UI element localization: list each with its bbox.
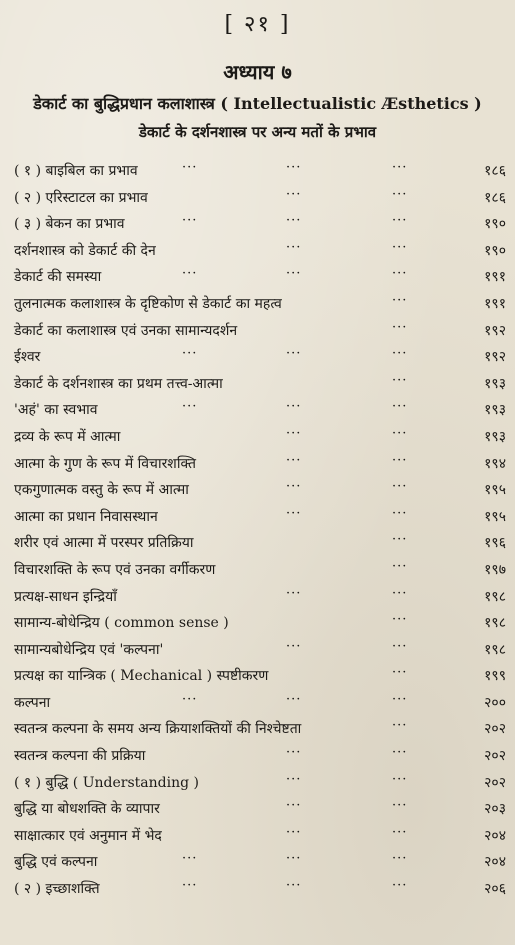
leader-dots: ··· bbox=[286, 266, 302, 282]
toc-entry-page: १९३ bbox=[484, 402, 506, 419]
toc-entry-page: १९८ bbox=[484, 588, 506, 605]
toc-entry-title: द्रव्य के रूप में आत्मा bbox=[14, 428, 121, 445]
toc-entry-title: ( १ ) बुद्धि ( Understanding ) bbox=[14, 774, 199, 791]
toc-entry-page: १९६ bbox=[484, 535, 506, 552]
leader-dots: ··· bbox=[286, 452, 302, 468]
toc-entry-page: २०६ bbox=[484, 881, 506, 898]
toc-entry-page: १९३ bbox=[484, 375, 506, 392]
leader-dots: ··· bbox=[286, 691, 302, 707]
toc-entry-page: २०२ bbox=[484, 748, 506, 765]
toc-entry-title: प्रत्यक्ष का यान्त्रिक ( Mechanical ) स्पष्टीकरण bbox=[14, 668, 269, 685]
toc-entry-page: १९९ bbox=[484, 668, 506, 685]
toc-entry-title: आत्मा का प्रधान निवासस्थान bbox=[14, 508, 158, 525]
toc-entry bbox=[14, 557, 506, 584]
leader-dots: ··· bbox=[286, 505, 302, 521]
toc-entry bbox=[14, 876, 506, 903]
toc-entry-page: २०४ bbox=[484, 854, 506, 871]
toc-entry-page: १९१ bbox=[484, 269, 506, 286]
toc-entry bbox=[14, 796, 506, 823]
leader-dots: ··· bbox=[286, 585, 302, 601]
leader-dots: ··· bbox=[182, 346, 198, 362]
leader-dots: ··· bbox=[392, 612, 408, 628]
leader-dots: ··· bbox=[182, 213, 198, 229]
leader-dots: ··· bbox=[392, 213, 408, 229]
toc-entry-title: स्वतन्त्र कल्पना की प्रक्रिया bbox=[14, 748, 146, 765]
leader-dots: ··· bbox=[392, 292, 408, 308]
toc-entry bbox=[14, 291, 506, 318]
toc-entry-title: शरीर एवं आत्मा में परस्पर प्रतिक्रिया bbox=[14, 535, 194, 552]
toc-entry-title: विचारशक्ति के रूप एवं उनका वर्गीकरण bbox=[14, 561, 216, 578]
toc-entry-title: ( २ ) इच्छाशक्ति bbox=[14, 881, 100, 898]
toc-entry-title: डेकार्ट की समस्या bbox=[14, 269, 102, 286]
toc-entry-title: ( ३ ) बेकन का प्रभाव bbox=[14, 216, 125, 233]
toc-entry bbox=[14, 584, 506, 611]
toc-entry bbox=[14, 397, 506, 424]
toc-entry-title: दर्शनशास्त्र को डेकार्ट की देन bbox=[14, 242, 156, 259]
section-title: डेकार्ट का बुद्धिप्रधान कलाशास्त्र ( Intellectualistic Æsthetics ) bbox=[33, 94, 482, 113]
toc-entry-title: प्रत्यक्ष-साधन इन्द्रियाँ bbox=[14, 588, 117, 605]
leader-dots: ··· bbox=[286, 239, 302, 255]
toc-entry-page: २०३ bbox=[484, 801, 506, 818]
toc-entry-title: बुद्धि एवं कल्पना bbox=[14, 854, 98, 871]
toc-entry bbox=[14, 823, 506, 850]
toc-entry-title: स्वतन्त्र कल्पना के समय अन्य क्रियाशक्तियों की निश्चेष्टता bbox=[14, 721, 302, 738]
leader-dots: ··· bbox=[392, 532, 408, 548]
leader-dots: ··· bbox=[182, 691, 198, 707]
leader-dots: ··· bbox=[392, 691, 408, 707]
leader-dots: ··· bbox=[392, 452, 408, 468]
toc-entry-title: कल्पना bbox=[14, 694, 51, 711]
leader-dots: ··· bbox=[182, 878, 198, 894]
toc-entry-title: तुलनात्मक कलाशास्त्र के दृष्टिकोण से डेकार्ट का महत्व bbox=[14, 295, 282, 312]
leader-dots: ··· bbox=[286, 878, 302, 894]
toc-entry-page: २०२ bbox=[484, 721, 506, 738]
leader-dots: ··· bbox=[392, 638, 408, 654]
toc-entry bbox=[14, 318, 506, 345]
toc-entry bbox=[14, 211, 506, 238]
toc-entry bbox=[14, 770, 506, 797]
leader-dots: ··· bbox=[392, 718, 408, 734]
toc-entry-page: १९१ bbox=[484, 295, 506, 312]
leader-dots: ··· bbox=[392, 824, 408, 840]
toc-entry-title: 'अहं' का स्वभाव bbox=[14, 402, 98, 419]
leader-dots: ··· bbox=[286, 186, 302, 202]
toc-entry-page: १९४ bbox=[484, 455, 506, 472]
toc-entry-page: २०० bbox=[484, 694, 506, 711]
toc-entry bbox=[14, 424, 506, 451]
toc-entry bbox=[14, 530, 506, 557]
toc-entry bbox=[14, 610, 506, 637]
toc-entry-page: १८६ bbox=[484, 163, 506, 179]
toc-entry-page: १९७ bbox=[484, 561, 506, 578]
leader-dots: ··· bbox=[392, 160, 408, 175]
leader-dots: ··· bbox=[286, 213, 302, 229]
leader-dots: ··· bbox=[392, 745, 408, 761]
toc-entry bbox=[14, 716, 506, 743]
leader-dots: ··· bbox=[286, 851, 302, 867]
toc-entry bbox=[14, 264, 506, 291]
toc-entry-page: १९८ bbox=[484, 641, 506, 658]
toc-entry-page: १९२ bbox=[484, 349, 506, 366]
toc-entry-title: डेकार्ट का कलाशास्त्र एवं उनका सामान्यदर्शन bbox=[14, 322, 238, 339]
toc-entry-page: १९० bbox=[484, 216, 506, 233]
leader-dots: ··· bbox=[392, 878, 408, 894]
toc-entry bbox=[14, 371, 506, 398]
section-subtitle: डेकार्ट के दर्शनशास्त्र पर अन्य मतों के प्रभाव bbox=[138, 123, 377, 141]
toc-entry-title: ( १ ) बाइबिल का प्रभाव bbox=[14, 163, 138, 179]
leader-dots: ··· bbox=[392, 558, 408, 574]
leader-dots: ··· bbox=[182, 851, 198, 867]
toc-entry-page: २०२ bbox=[484, 774, 506, 791]
leader-dots: ··· bbox=[286, 399, 302, 415]
toc-entry-title: आत्मा के गुण के रूप में विचारशक्ति bbox=[14, 455, 196, 472]
leader-dots: ··· bbox=[392, 851, 408, 867]
leader-dots: ··· bbox=[392, 425, 408, 441]
leader-dots: ··· bbox=[286, 425, 302, 441]
toc-entry-title: बुद्धि या बोधशक्ति के व्यापार bbox=[14, 801, 160, 818]
leader-dots: ··· bbox=[392, 479, 408, 495]
leader-dots: ··· bbox=[392, 665, 408, 681]
leader-dots: ··· bbox=[286, 346, 302, 362]
toc-entry-title: डेकार्ट के दर्शनशास्त्र का प्रथम तत्त्व-आत्मा bbox=[14, 375, 223, 392]
leader-dots: ··· bbox=[392, 186, 408, 202]
leader-dots: ··· bbox=[182, 266, 198, 282]
leader-dots: ··· bbox=[182, 160, 198, 175]
toc-entry-page: १८६ bbox=[484, 189, 506, 206]
toc-entry bbox=[14, 637, 506, 664]
leader-dots: ··· bbox=[392, 399, 408, 415]
leader-dots: ··· bbox=[392, 505, 408, 521]
toc-entry bbox=[14, 451, 506, 478]
toc-entry-title: ( २ ) एरिस्टाटल का प्रभाव bbox=[14, 189, 148, 206]
leader-dots: ··· bbox=[392, 798, 408, 814]
toc-entry bbox=[14, 344, 506, 371]
toc-entry bbox=[14, 238, 506, 265]
toc-entry bbox=[14, 849, 506, 876]
toc-entry-page: २०४ bbox=[484, 827, 506, 844]
page-number: [ २१ ] bbox=[224, 12, 291, 37]
chapter-title: अध्याय ७ bbox=[223, 60, 292, 84]
table-of-contents bbox=[14, 158, 506, 903]
toc-entry bbox=[14, 690, 506, 717]
toc-entry-page: १९८ bbox=[484, 615, 506, 632]
toc-entry-title: एकगुणात्मक वस्तु के रूप में आत्मा bbox=[14, 482, 189, 499]
toc-entry-page: १९५ bbox=[484, 482, 506, 499]
toc-entry bbox=[14, 185, 506, 212]
toc-entry-page: १९२ bbox=[484, 322, 506, 339]
leader-dots: ··· bbox=[392, 771, 408, 787]
toc-entry-title: ईश्वर bbox=[14, 349, 41, 366]
toc-entry-page: १९५ bbox=[484, 508, 506, 525]
toc-entry bbox=[14, 663, 506, 690]
leader-dots: ··· bbox=[286, 798, 302, 814]
leader-dots: ··· bbox=[392, 585, 408, 601]
leader-dots: ··· bbox=[286, 479, 302, 495]
toc-entry bbox=[14, 743, 506, 770]
leader-dots: ··· bbox=[182, 399, 198, 415]
toc-entry bbox=[14, 504, 506, 531]
toc-entry-page: १९३ bbox=[484, 428, 506, 445]
leader-dots: ··· bbox=[392, 266, 408, 282]
leader-dots: ··· bbox=[392, 372, 408, 388]
leader-dots: ··· bbox=[392, 239, 408, 255]
leader-dots: ··· bbox=[286, 160, 302, 175]
leader-dots: ··· bbox=[286, 745, 302, 761]
toc-entry-title: सामान्यबोधेन्द्रिय एवं 'कल्पना' bbox=[14, 641, 164, 658]
toc-entry bbox=[14, 477, 506, 504]
toc-entry bbox=[14, 158, 506, 185]
leader-dots: ··· bbox=[392, 319, 408, 335]
leader-dots: ··· bbox=[286, 824, 302, 840]
leader-dots: ··· bbox=[286, 771, 302, 787]
toc-entry-page: १९० bbox=[484, 242, 506, 259]
leader-dots: ··· bbox=[286, 638, 302, 654]
toc-entry-title: साक्षात्कार एवं अनुमान में भेद bbox=[14, 827, 162, 844]
leader-dots: ··· bbox=[392, 346, 408, 362]
toc-entry-title: सामान्य-बोधेन्द्रिय ( common sense ) bbox=[14, 615, 229, 632]
